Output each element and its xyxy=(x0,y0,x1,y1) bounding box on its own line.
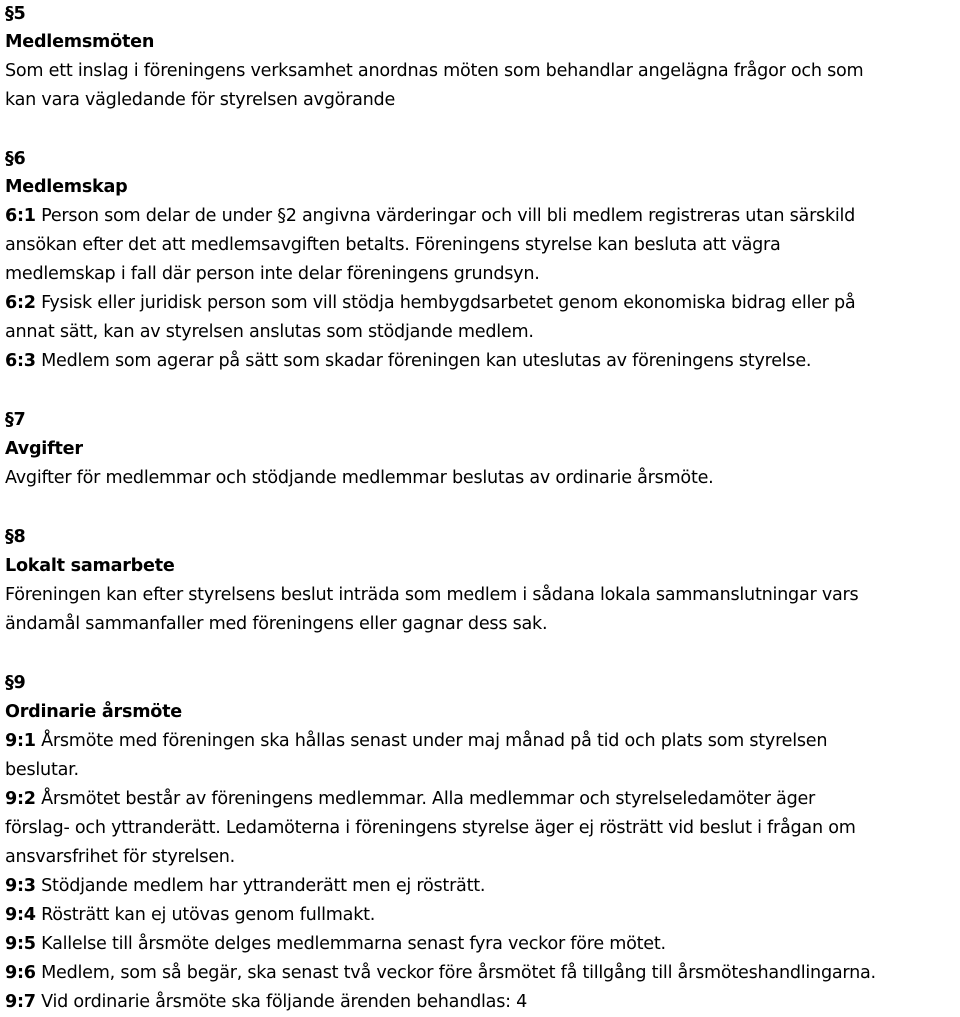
section-6-line xyxy=(5,289,855,318)
clause-label: 6:1 xyxy=(5,206,36,226)
clause-label: 9:5 xyxy=(5,934,36,954)
clause-text: förslag- och yttranderätt. Ledamöterna i föreningens styrelse äger ej rösträtt vid beslut i frågan om xyxy=(5,818,856,838)
section-7-number: §7 xyxy=(5,410,26,430)
section-9-line xyxy=(5,930,666,959)
clause-text: ansvarsfrihet för styrelsen. xyxy=(5,847,236,867)
section-9-number: §9 xyxy=(5,673,26,693)
clause-text: Fysisk eller juridisk person som vill stödja hembygdsarbetet genom ekonomiska bidrag eller på xyxy=(35,293,856,313)
section-9-line xyxy=(5,843,235,872)
clause-label: 9:3 xyxy=(5,876,36,896)
section-9-line xyxy=(5,727,827,756)
clause-text: Person som delar de under §2 angivna värderingar och vill bli medlem registreras utan särskild xyxy=(35,206,856,226)
section-9-line xyxy=(5,756,79,785)
clause-text: ansökan efter det att medlemsavgiften betalts. Föreningens styrelse kan besluta att vägra xyxy=(5,235,781,255)
section-9-line xyxy=(5,872,485,901)
clause-text: Stödjande medlem har yttranderätt men ej rösträtt. xyxy=(35,876,486,896)
section-5-line: Som ett inslag i föreningens verksamhet anordnas möten som behandlar angelägna frågor och som xyxy=(5,61,864,81)
clause-label: 9:4 xyxy=(5,905,36,925)
section-9-line xyxy=(5,988,527,1017)
clause-text: Vid ordinarie årsmöte ska följande ärenden behandlas: 4 xyxy=(35,992,528,1012)
section-5-heading: Medlemsmöten xyxy=(5,32,155,52)
section-6-line xyxy=(5,231,781,260)
clause-text: Medlem som agerar på sätt som skadar föreningen kan uteslutas av föreningens styrelse. xyxy=(35,351,812,371)
section-8-number: §8 xyxy=(5,527,26,547)
section-9-line xyxy=(5,785,815,814)
section-6-line xyxy=(5,260,540,289)
section-5-line: kan vara vägledande för styrelsen avgörande xyxy=(5,90,396,110)
section-7-heading: Avgifter xyxy=(5,439,83,459)
clause-text: Medlem, som så begär, ska senast två veckor före årsmötet få tillgång till årsmöteshandlingarna. xyxy=(35,963,876,983)
clause-label: 6:3 xyxy=(5,351,36,371)
clause-text: Kallelse till årsmöte delges medlemmarna senast fyra veckor före mötet. xyxy=(35,934,666,954)
clause-text: beslutar. xyxy=(5,760,79,780)
clause-text: Årsmötet består av föreningens medlemmar. Alla medlemmar och styrelseledamöter äger xyxy=(35,789,816,809)
section-6-heading: Medlemskap xyxy=(5,177,128,197)
clause-label: 6:2 xyxy=(5,293,36,313)
clause-label: 9:6 xyxy=(5,963,36,983)
clause-label: 9:7 xyxy=(5,992,36,1012)
section-8-line: Föreningen kan efter styrelsens beslut inträda som medlem i sådana lokala sammanslutningar vars xyxy=(5,585,859,605)
section-6-line xyxy=(5,202,855,231)
clause-text: medlemskap i fall där person inte delar föreningens grundsyn. xyxy=(5,264,540,284)
section-9-line xyxy=(5,901,375,930)
section-7-line: Avgifter för medlemmar och stödjande medlemmar beslutas av ordinarie årsmöte. xyxy=(5,468,714,488)
section-9-line xyxy=(5,814,856,843)
section-6-line xyxy=(5,347,811,376)
clause-label: 9:1 xyxy=(5,731,36,751)
clause-text: Årsmöte med föreningen ska hållas senast under maj månad på tid och plats som styrelsen xyxy=(35,731,828,751)
section-9-line xyxy=(5,959,876,988)
clause-text: annat sätt, kan av styrelsen anslutas som stödjande medlem. xyxy=(5,322,534,342)
section-8-line: ändamål sammanfaller med föreningens eller gagnar dess sak. xyxy=(5,614,548,634)
section-5-number: §5 xyxy=(5,4,26,24)
clause-label: 9:2 xyxy=(5,789,36,809)
section-6-number: §6 xyxy=(5,149,26,169)
clause-text: Rösträtt kan ej utövas genom fullmakt. xyxy=(35,905,376,925)
section-8-heading: Lokalt samarbete xyxy=(5,556,175,576)
section-9-heading: Ordinarie årsmöte xyxy=(5,702,182,722)
section-6-line xyxy=(5,318,534,347)
